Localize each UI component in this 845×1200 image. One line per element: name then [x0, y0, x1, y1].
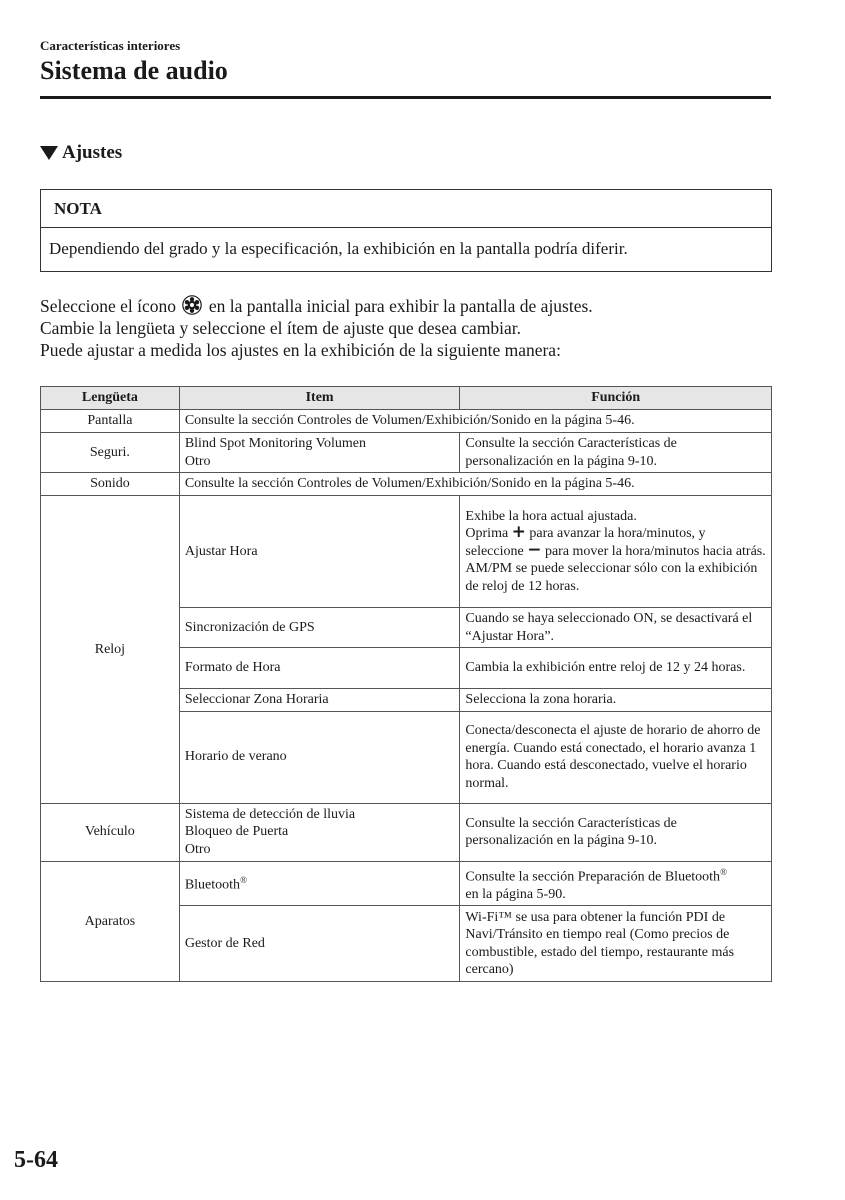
breadcrumb: Características interiores	[40, 38, 181, 53]
function-line: AM/PM se puede seleccionar sólo con la exhibición de reloj de 12 horas.	[465, 561, 758, 594]
function-line: Exhibe la hora actual ajustada.	[465, 508, 637, 524]
item-cell	[179, 803, 460, 861]
gear-icon	[182, 295, 202, 315]
note-body: Dependiendo del grado y la especificación, la exhibición en la pantalla podría diferir.	[49, 239, 628, 258]
tab-cell: Vehículo	[41, 803, 180, 861]
section-heading-label: Ajustes	[62, 142, 123, 163]
intro-line-3: Puede ajustar a medida los ajustes en la exhibición de la siguiente manera:	[40, 340, 561, 360]
item-line: Otro	[184, 841, 211, 857]
item-cell	[179, 433, 460, 473]
column-header-item: Item	[179, 387, 460, 410]
function-text: Oprima	[465, 526, 509, 542]
tab-cell: Aparatos	[41, 861, 180, 982]
note-box	[40, 189, 772, 272]
function-cell: Conecta/desconecta el ajuste de horario de ahorro de energía. Cuando está conectado, el horario avanza 1 hora. Cuando está desconectado, vuelve el horario normal.	[460, 711, 772, 803]
tab-cell: Sonido	[41, 473, 180, 496]
column-header-function: Función	[460, 387, 772, 410]
intro-line-1-before: Seleccione el ícono	[40, 296, 177, 316]
table-row	[41, 496, 772, 608]
item-line: Sistema de detección de lluvia	[184, 806, 356, 822]
column-header-tab: Lengüeta	[41, 387, 180, 410]
intro-line-1-after: en la pantalla inicial para exhibir la pantalla de ajustes.	[208, 296, 593, 316]
function-cell: Consulte la sección Características de personalización en la página 9-10.	[460, 803, 772, 861]
item-cell: Formato de Hora	[179, 648, 460, 689]
merged-cell: Consulte la sección Controles de Volumen/Exhibición/Sonido en la página 5-46.	[179, 473, 771, 496]
tab-cell: Seguri.	[41, 433, 180, 473]
item-line: Blind Spot Monitoring Volumen	[184, 436, 366, 451]
item-cell: Ajustar Hora	[179, 496, 460, 608]
item-cell	[179, 861, 460, 906]
table-row	[41, 433, 772, 473]
table-row	[41, 803, 772, 861]
table-row	[41, 473, 772, 496]
item-cell: Horario de verano	[179, 711, 460, 803]
function-cell	[460, 861, 772, 906]
settings-table	[40, 386, 772, 982]
function-text: para mover la hora/minutos hacia atrás.	[544, 543, 766, 559]
item-cell: Gestor de Red	[179, 906, 460, 982]
item-line: Bloqueo de Puerta	[184, 824, 289, 840]
minus-icon: −	[527, 539, 542, 560]
function-text: Consulte la sección Preparación de Bluetooth	[465, 869, 721, 885]
registered-mark: ®	[720, 866, 727, 877]
table-row	[41, 410, 772, 433]
function-cell: Cuando se haya seleccionado ON, se desactivará el “Ajustar Hora”.	[460, 608, 772, 648]
triangle-down-icon	[40, 146, 58, 160]
function-text: para avanzar la hora/minutos, y seleccione	[465, 526, 706, 559]
function-cell: Selecciona la zona horaria.	[460, 689, 772, 712]
table-header-row	[41, 387, 772, 410]
page-number: 5-64	[14, 1147, 58, 1173]
intro-line-2: Cambie la lengüeta y seleccione el ítem de ajuste que desea cambiar.	[40, 318, 522, 338]
title-divider	[40, 96, 771, 99]
item-text: Bluetooth	[184, 877, 241, 893]
function-cell: Wi-Fi™ se usa para obtener la función PDI de Navi/Tránsito en tiempo real (Como precios de combustible, estado del tiempo, restaurante más cercano)	[460, 906, 772, 982]
function-cell: Cambia la exhibición entre reloj de 12 y 24 horas.	[460, 648, 772, 689]
item-line: Otro	[184, 453, 211, 469]
intro-paragraph	[40, 295, 593, 361]
tab-cell: Pantalla	[41, 410, 180, 433]
function-cell	[460, 496, 772, 608]
plus-icon: +	[511, 522, 526, 543]
intro-line-1	[40, 295, 593, 317]
merged-cell: Consulte la sección Controles de Volumen/Exhibición/Sonido en la página 5-46.	[179, 410, 771, 433]
section-heading	[40, 142, 122, 164]
item-cell: Seleccionar Zona Horaria	[179, 689, 460, 712]
tab-cell: Reloj	[41, 496, 180, 804]
function-cell: Consulte la sección Características de personalización en la página 9-10.	[460, 433, 772, 473]
function-line: en la página 5-90.	[465, 886, 566, 902]
registered-mark: ®	[240, 875, 247, 886]
page-title: Sistema de audio	[40, 56, 228, 85]
item-cell: Sincronización de GPS	[179, 608, 460, 648]
note-title: NOTA	[41, 190, 771, 228]
table-row	[41, 861, 772, 906]
